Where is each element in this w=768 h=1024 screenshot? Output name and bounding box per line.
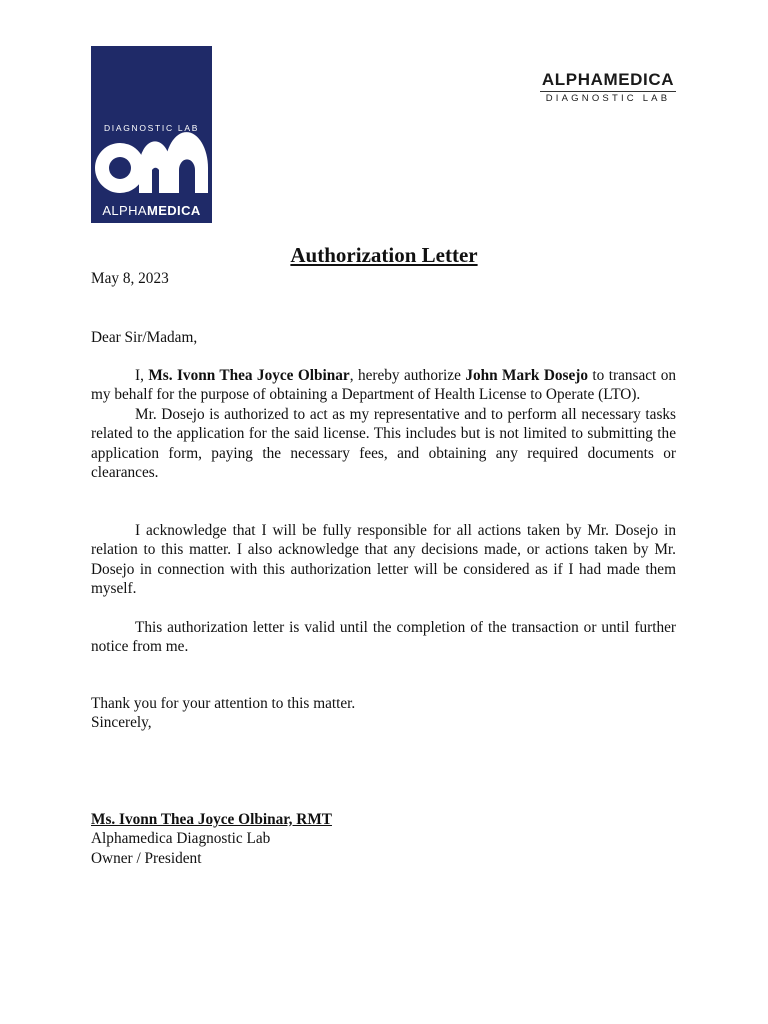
signatory-name: Ms. Ivonn Thea Joyce Olbinar, RMT bbox=[91, 811, 332, 828]
signatory-role: Owner / President bbox=[91, 849, 202, 867]
paragraph-authorization bbox=[91, 366, 676, 405]
closing-block bbox=[91, 694, 676, 733]
letter-title: Authorization Letter bbox=[290, 243, 478, 267]
company-logo bbox=[91, 46, 212, 223]
signatory-organization: Alphamedica Diagnostic Lab bbox=[91, 830, 271, 848]
logo-wordmark bbox=[102, 203, 201, 218]
agent-name: John Mark Dosejo bbox=[465, 367, 589, 384]
closing-thanks: Thank you for your attention to this matter. bbox=[91, 695, 356, 712]
grantor-name: Ms. Ivonn Thea Joyce Olbinar bbox=[148, 367, 350, 384]
brand-name: ALPHAMEDICA bbox=[541, 70, 675, 89]
letter-date: May 8, 2023 bbox=[91, 270, 169, 287]
logo-monogram bbox=[95, 132, 208, 193]
logo-wordmark-bold: MEDICA bbox=[146, 203, 201, 218]
signature-block bbox=[91, 810, 676, 868]
paragraph-validity: This authorization letter is valid until the completion of the transaction or until further notice from me. bbox=[91, 619, 676, 656]
logo-wordmark-light: ALPHA bbox=[102, 203, 147, 218]
p1-pre: I, bbox=[135, 367, 149, 384]
p1-post: to transact on my behalf for the purpose of obtaining a Department of Health License to Operate (LTO). bbox=[91, 367, 677, 404]
brand-subtitle: DIAGNOSTIC LAB bbox=[545, 93, 671, 104]
paragraph-scope: Mr. Dosejo is authorized to act as my representative and to perform all necessary tasks related to the application for the said license. This includes but is not limited to submitting the application form, paying the necessary fees, and obtaining any required documents or clearances. bbox=[91, 405, 676, 482]
brand-divider bbox=[540, 91, 676, 92]
salutation: Dear Sir/Madam, bbox=[91, 329, 198, 346]
logo-top-text: DIAGNOSTIC LAB bbox=[103, 123, 200, 133]
p1-mid: , hereby authorize bbox=[349, 367, 466, 384]
letter-body-block-1 bbox=[91, 366, 676, 482]
paragraph-responsibility: I acknowledge that I will be fully responsible for all actions taken by Mr. Dosejo in relation to this matter. I also acknowledge that any decisions made, or actions taken by Mr. Dosejo in connection with this authorization letter will be considered as if I had made them myself. bbox=[91, 522, 676, 598]
header-brand bbox=[540, 70, 676, 105]
closing-sincerely: Sincerely, bbox=[91, 714, 152, 732]
